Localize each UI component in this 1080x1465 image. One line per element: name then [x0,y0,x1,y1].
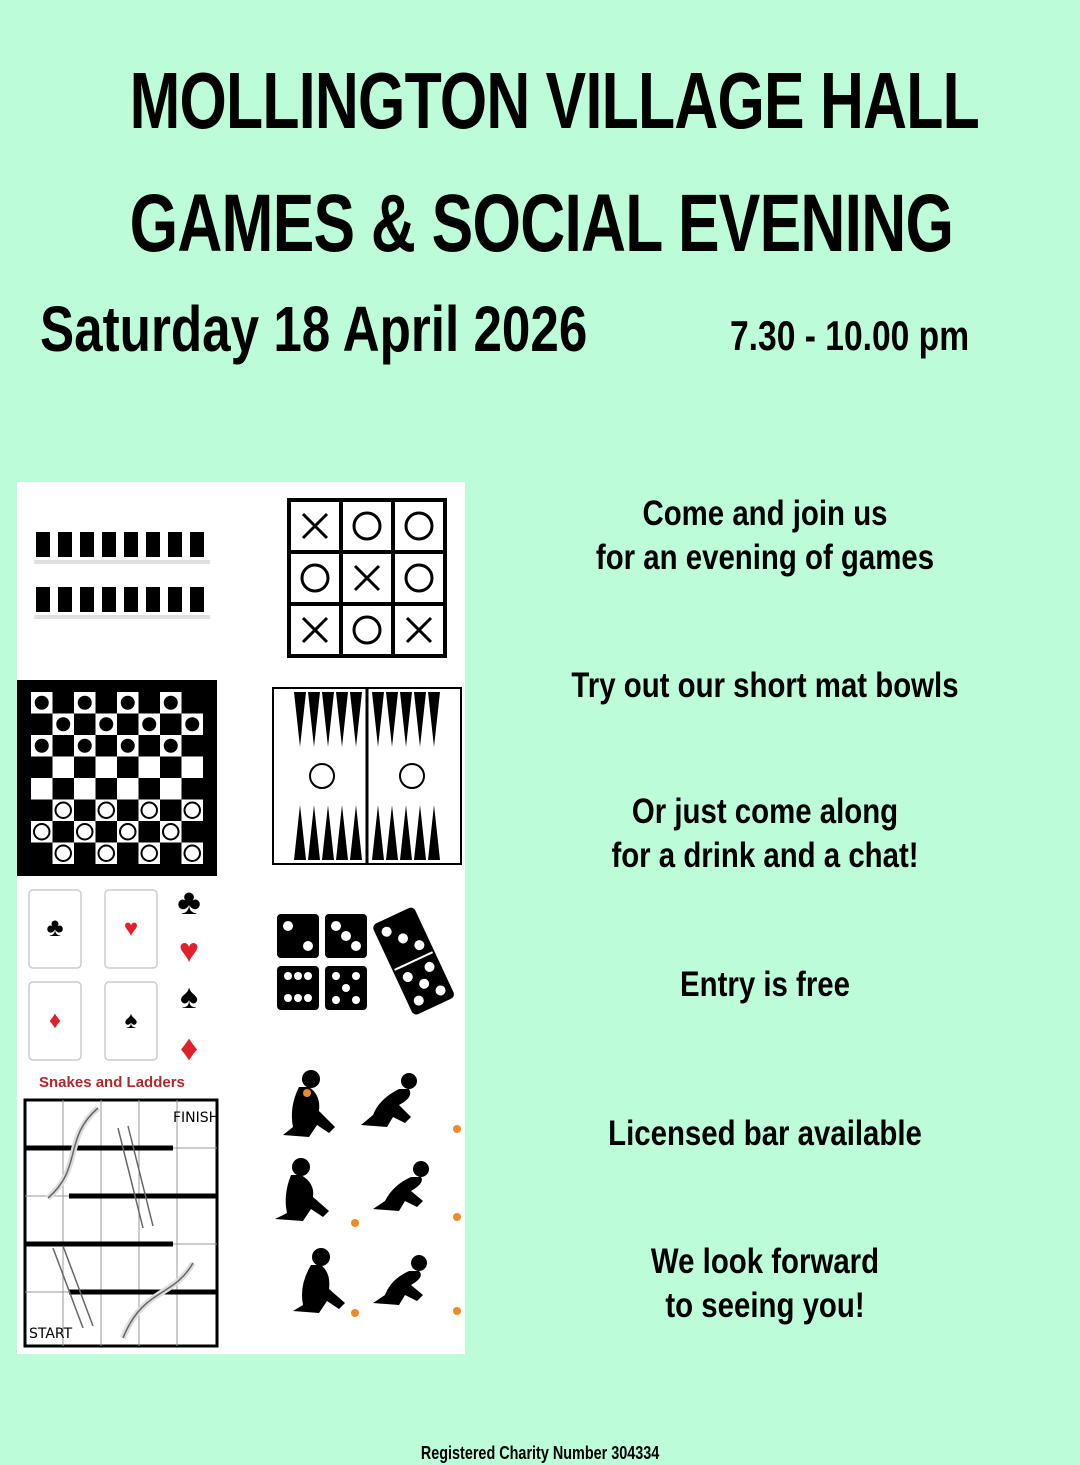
dice-icon [277,914,369,1014]
info-bowls [520,664,1010,708]
event-time: 7.30 - 10.00 pm [730,312,970,359]
backgammon-icon [272,687,462,865]
tic-tac-toe-icon [287,498,447,658]
svg-text:♠: ♠ [124,1007,138,1034]
chess-pieces-icon [32,522,212,622]
checkers-board-icon [17,680,217,876]
svg-text:♦: ♦ [48,1007,62,1034]
dominoes-icon [369,907,459,1017]
info-drink-line-1: Or just come along [631,792,899,831]
info-entry-line: Entry is free [680,965,850,1004]
event-date: Saturday 18 April 2026 [40,293,588,365]
svg-text:♣: ♣ [177,884,201,922]
start-label: START [29,1326,73,1342]
svg-text:♥: ♥ [123,915,139,942]
info-join-line-2: for an evening of games [595,538,935,577]
title-line-2: GAMES & SOCIAL EVENING [129,178,954,269]
charity-number [0,1443,1080,1464]
svg-text:♦: ♦ [179,1027,199,1068]
info-drink [520,790,1010,878]
event-date-time [40,292,970,366]
snakes-ladders-board-icon [23,1098,219,1348]
charity-number-text: Registered Charity Number 304334 [420,1443,660,1463]
finish-label: FINISH [173,1110,219,1126]
svg-text:♥: ♥ [178,932,200,970]
info-entry [520,963,1010,1007]
info-join-line-1: Come and join us [642,494,888,533]
info-closing-line-2: to seeing you! [665,1286,865,1325]
info-bar [520,1112,1010,1156]
playing-cards-icon [25,884,215,1074]
info-bar-line: Licensed bar available [608,1114,922,1153]
title-line-1: MOLLINGTON VILLAGE HALL [129,56,980,145]
bowls-players-icon [269,1067,464,1339]
info-closing-line-1: We look forward [650,1242,880,1281]
info-drink-line-2: for a drink and a chat! [611,836,919,875]
info-join [520,492,1010,580]
svg-text:♣: ♣ [46,912,64,942]
svg-text:♠: ♠ [179,978,199,1016]
info-bowls-line: Try out our short mat bowls [571,666,959,705]
snakes-ladders-title: Snakes and Ladders [39,1074,185,1091]
info-closing [520,1240,1010,1328]
games-image-panel [17,482,465,1354]
